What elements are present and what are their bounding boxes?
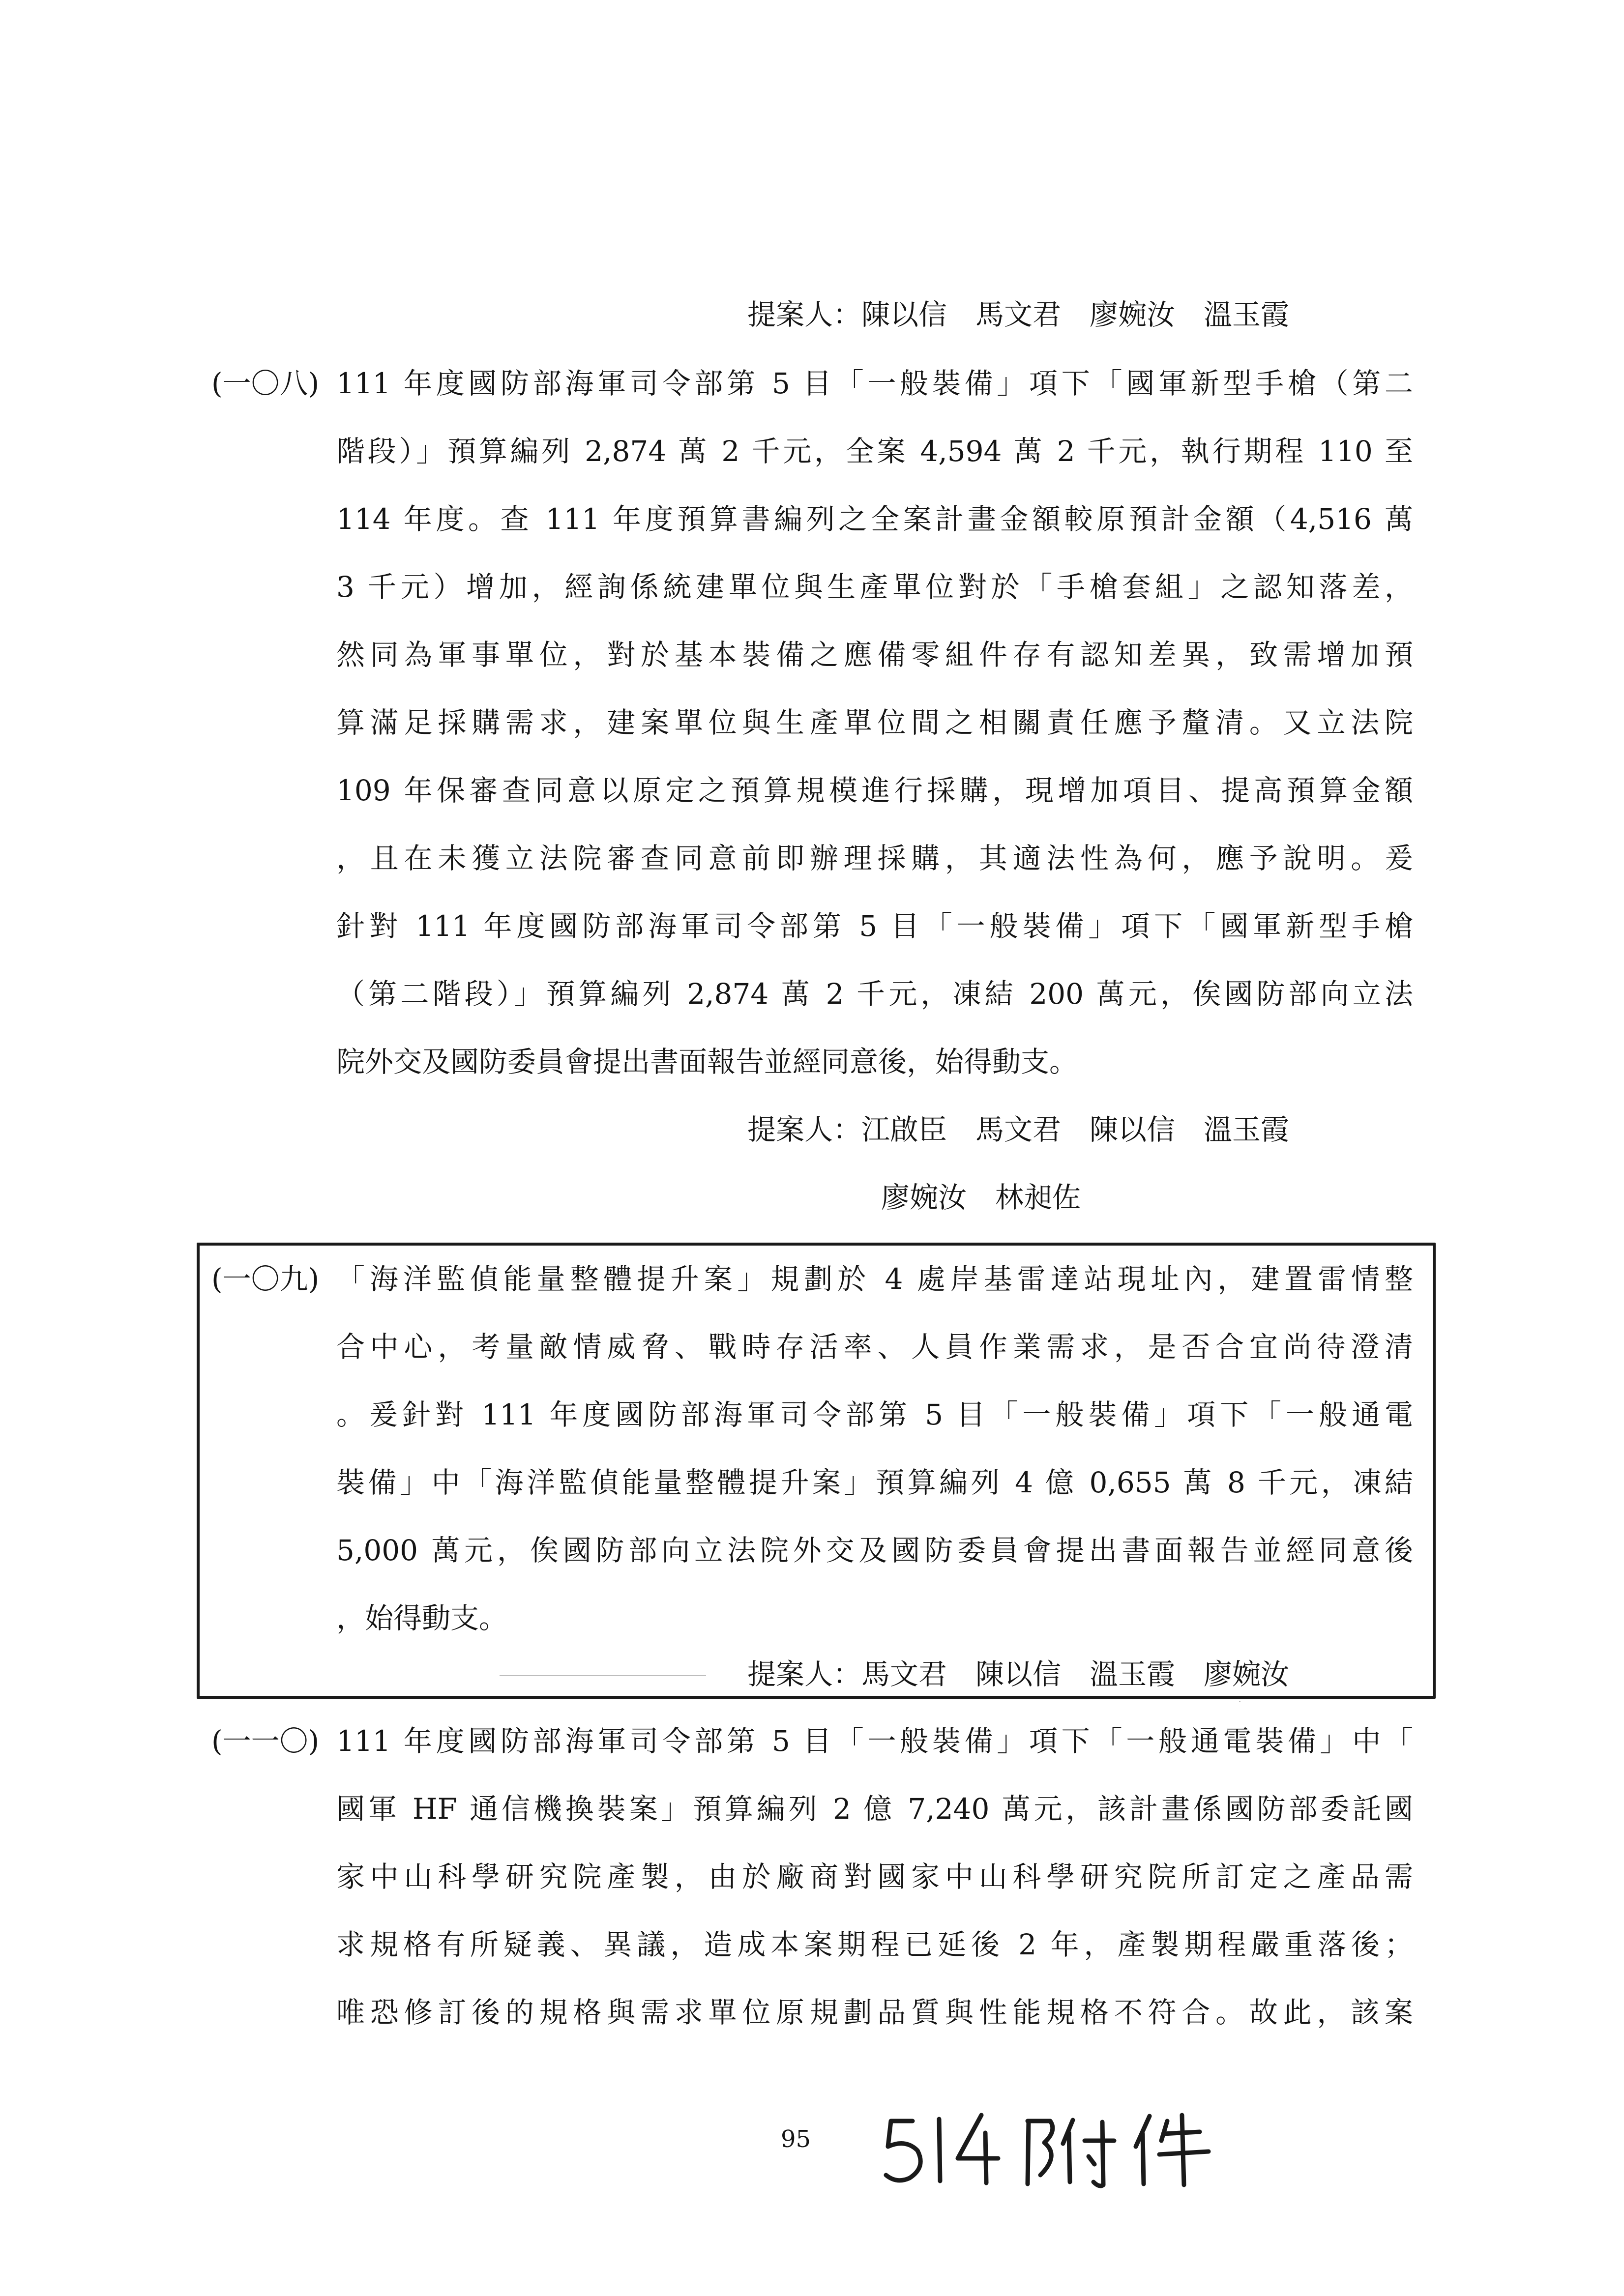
item-110-line-1: 111 年度國防部海軍司令部第 5 目「一般裝備」項下「一般通電裝備」中「 xyxy=(336,1724,1413,1758)
item-108-line-8: ，且在未獲立法院審查同意前即辦理採購，其適法性為何，應予說明。爰 xyxy=(336,842,1413,875)
item-109-line-6: ，始得動支。 xyxy=(336,1601,508,1635)
item-108-number: (一〇八) xyxy=(211,367,320,400)
item-108-line-3: 114 年度。查 111 年度預算書編列之全案計畫金額較原預計金額（4,516 萬 xyxy=(336,502,1413,536)
scan-artifact xyxy=(500,1675,706,1676)
item-108-proposers: 提案人：江啟臣 馬文君 陳以信 溫玉霞 xyxy=(747,1113,1290,1146)
page-number: 95 xyxy=(781,2125,811,2153)
item-108-line-7: 109 年保審查同意以原定之預算規模進行採購，現增加項目、提高預算金額 xyxy=(336,774,1413,807)
handwritten-annotation xyxy=(880,2101,1224,2190)
item-109-line-3: 。爰針對 111 年度國防部海軍司令部第 5 目「一般裝備」項下「一般通電 xyxy=(336,1398,1413,1431)
item-109-line-5: 5,000 萬元，俟國防部向立法院外交及國防委員會提出書面報告並經同意後 xyxy=(336,1534,1413,1567)
item-109-line-1: 「海洋監偵能量整體提升案」規劃於 4 處岸基雷達站現址內，建置雷情整 xyxy=(336,1262,1413,1296)
item-109-proposers: 提案人：馬文君 陳以信 溫玉霞 廖婉汝 xyxy=(747,1657,1290,1691)
proposers-previous-item: 提案人：陳以信 馬文君 廖婉汝 溫玉霞 xyxy=(747,298,1290,331)
item-110-line-5: 唯恐修訂後的規格與需求單位原規劃品質與性能規格不符合。故此，該案 xyxy=(336,1996,1413,2029)
item-109-line-2: 合中心，考量敵情威脅、戰時存活率、人員作業需求，是否合宜尚待澄清 xyxy=(336,1330,1413,1364)
item-109-number: (一〇九) xyxy=(211,1262,320,1296)
item-108-line-1: 111 年度國防部海軍司令部第 5 目「一般裝備」項下「國軍新型手槍（第二 xyxy=(336,367,1413,400)
item-108-line-6: 算滿足採購需求，建案單位與生產單位間之相關責任應予釐清。又立法院 xyxy=(336,706,1413,739)
item-108-line-11: 院外交及國防委員會提出書面報告並經同意後，始得動支。 xyxy=(336,1045,1078,1078)
item-110-number: (一一〇) xyxy=(211,1724,320,1758)
item-108-line-2: 階段）」預算編列 2,874 萬 2 千元，全案 4,594 萬 2 千元，執行期程 110 至 xyxy=(336,435,1413,468)
item-110-line-4: 求規格有所疑義、異議，造成本案期程已延後 2 年，產製期程嚴重落後； xyxy=(336,1928,1413,1961)
item-110-line-2: 國軍 HF 通信機換裝案」預算編列 2 億 7,240 萬元，該計畫係國防部委託國 xyxy=(336,1792,1413,1826)
item-108-line-9: 針對 111 年度國防部海軍司令部第 5 目「一般裝備」項下「國軍新型手槍 xyxy=(336,909,1413,943)
item-108-line-10: （第二階段）」預算編列 2,874 萬 2 千元，凍結 200 萬元，俟國防部向立法 xyxy=(336,977,1413,1011)
item-108-line-5: 然同為軍事單位，對於基本裝備之應備零組件存有認知差異，致需增加預 xyxy=(336,638,1413,671)
scan-artifact xyxy=(1239,1701,1240,1702)
item-109-line-4: 裝備」中「海洋監偵能量整體提升案」預算編列 4 億 0,655 萬 8 千元，凍結 xyxy=(336,1466,1413,1499)
item-108-line-4: 3 千元）增加，經詢係統建單位與生產單位對於「手槍套組」之認知落差， xyxy=(336,570,1413,604)
item-108-proposers-cont: 廖婉汝 林昶佐 xyxy=(881,1181,1081,1214)
item-110-line-3: 家中山科學研究院產製，由於廠商對國家中山科學研究院所訂定之產品需 xyxy=(336,1860,1413,1893)
